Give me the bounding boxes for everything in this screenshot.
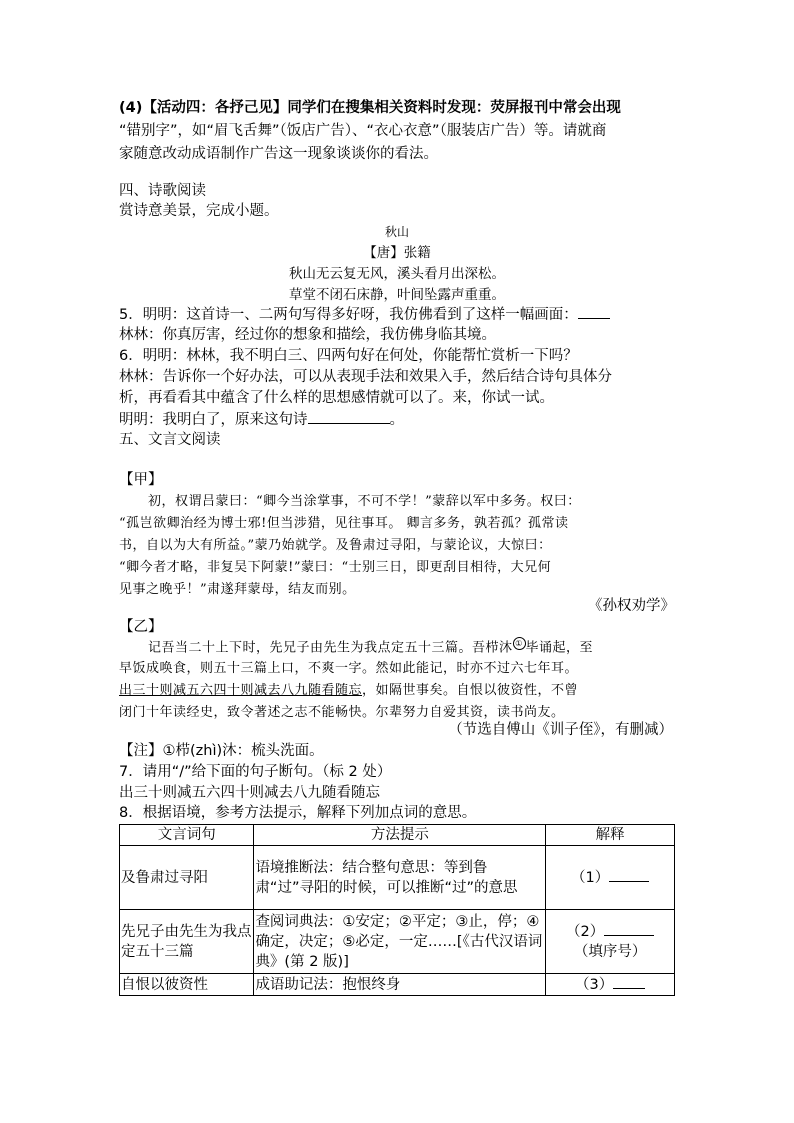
table-header: 解释 xyxy=(546,825,675,846)
answer-cell xyxy=(546,974,675,996)
hint-cell: 查阅词典法：①安定；②平定；③止，停；④确定，决定；⑤必定，一定……[《古代汉语词典》(第 2 版)] xyxy=(254,910,546,974)
jia-line-1: 初，权谓吕蒙曰：“卿今当涂掌事，不可不学！”蒙辞以军中多务。权曰： xyxy=(148,494,581,509)
answer-note: （填序号） xyxy=(573,944,647,960)
q6-line-4-suffix: 。 xyxy=(389,412,404,428)
phrase-cell: 自恨以彼资性 xyxy=(120,974,254,996)
answer-label: （1） xyxy=(571,870,610,886)
yi-line-1a: 记吾当二十上下时，先兄子由先生为我点定五十三篇。吾栉沐 xyxy=(148,640,513,656)
table-row xyxy=(120,910,675,974)
jia-line-4: “卿今者才略，非复吴下阿蒙!”蒙曰：“士别三日，即更刮目相待，大兄何 xyxy=(119,560,552,575)
answer-cell xyxy=(546,910,675,974)
section-4-instruction: 赏诗意美景，完成小题。 xyxy=(119,203,279,219)
q6-answer-blank[interactable] xyxy=(308,409,390,424)
q8-table xyxy=(119,824,675,996)
q6-line-1: 6．明明：林林，我不明白三、四两句好在何处，你能帮忙赏析一下吗？ xyxy=(119,348,578,364)
hint-cell: 语境推断法：结合整句意思：等到鲁肃“过”寻阳的时候，可以推断“过”的意思 xyxy=(254,846,546,910)
q5-line-2: 林林：你真厉害，经过你的想象和描绘，我仿佛身临其境。 xyxy=(119,327,496,343)
table-header: 文言词句 xyxy=(120,825,254,846)
q6-line-4 xyxy=(119,409,404,430)
q4-line-3: 家随意改动成语制作广告这一现象谈谈你的看法。 xyxy=(119,146,438,162)
phrase-cell: 先兄子由先生为我点定五十三篇 xyxy=(120,910,254,974)
jia-label: 【甲】 xyxy=(119,472,163,488)
q5-line-1 xyxy=(119,304,610,325)
yi-line-3 xyxy=(119,681,578,701)
yi-line-1 xyxy=(148,637,593,658)
q5-line-1-text: 5．明明：这首诗一、二两句写得多好呀，我仿佛看到了这样一幅画面： xyxy=(119,307,578,323)
yi-source: （节选自傅山《训子侄》，有删减） xyxy=(448,722,673,738)
yi-underlined-sentence: 出三十则减五六四十则减去八九随看随忘 xyxy=(119,683,363,698)
answer-blank[interactable] xyxy=(609,867,649,882)
q7-sentence: 出三十则减五六四十则减去八九随看随忘 xyxy=(119,785,380,801)
yi-line-4: 闭门十年读经史，致令著述之志不能畅快。尔辈努力自爱其资，读书尚友。 xyxy=(119,705,565,720)
answer-label: （3） xyxy=(575,977,614,993)
yi-line-2: 早饭成唤食，则五十三篇上口，不爽一字。然如此能记，时亦不过六七年耳。 xyxy=(119,661,579,676)
yi-line-3-rest: ，如隔世事矣。自恨以彼资性，不曾 xyxy=(362,683,579,698)
q4-line-1-text: (4)【活动四：各抒己见】同学们在搜集相关资料时发现：荧屏报刊中常会出现 xyxy=(119,100,621,116)
poem-author: 【唐】张籍 xyxy=(363,245,431,261)
q6-line-3: 析，再看看其中蕴含了什么样的思想感情就可以了。来，你试一试。 xyxy=(119,390,554,406)
section-4-title: 四、诗歌阅读 xyxy=(119,183,206,199)
table-row xyxy=(120,974,675,996)
q4-line-1 xyxy=(119,98,621,118)
yi-line-1b: 毕诵起，至 xyxy=(525,640,594,656)
q6-line-4-prefix: 明明：我明白了，原来这句诗 xyxy=(119,412,308,428)
poem-line-1: 秋山无云复无风，溪头看月出深松。 xyxy=(289,266,505,282)
jia-line-2: “孤岂欲卿治经为博士邪!但当涉猎，见往事耳。 卿言多务，孰若孤？孤常读 xyxy=(119,516,569,531)
answer-cell xyxy=(546,846,675,910)
q8-line-1: 8．根据语境，参考方法提示，解释下列加点词的意思。 xyxy=(119,805,477,821)
answer-blank[interactable] xyxy=(604,921,654,936)
yi-label: 【乙】 xyxy=(119,619,163,635)
hint-cell: 成语助记法：抱恨终身 xyxy=(254,974,546,996)
table-header-row xyxy=(120,825,675,846)
note-marker: ① xyxy=(513,637,526,650)
q7-line-1: 7．请用“/”给下面的句子断句。（标 2 处） xyxy=(119,764,392,780)
section-5-title: 五、文言文阅读 xyxy=(119,432,221,448)
q6-line-2: 林林：告诉你一个好办法，可以从表现手法和效果入手，然后结合诗句具体分 xyxy=(119,369,612,385)
answer-label: （2） xyxy=(566,924,605,940)
annotation-note: 【注】①栉(zhì)沐：梳头洗面。 xyxy=(119,743,324,759)
poem-line-2: 草堂不闭石床静，叶间坠露声重重。 xyxy=(289,287,505,303)
jia-line-3: 书，自以为大有所益。”蒙乃始就学。及鲁肃过寻阳，与蒙论议，大惊曰： xyxy=(119,538,552,553)
table-row xyxy=(120,846,675,910)
q4-line-2: “错别字”，如“眉飞舌舞”（饭店广告）、“衣心衣意”（服装店广告）等。请就商 xyxy=(119,123,607,139)
jia-line-5: 见事之晚乎！”肃遂拜蒙母，结友而别。 xyxy=(119,582,356,597)
table-header: 方法提示 xyxy=(254,825,546,846)
phrase-cell: 及鲁肃过寻阳 xyxy=(120,846,254,910)
q5-answer-blank[interactable] xyxy=(578,304,610,319)
jia-source: 《孙权劝学》 xyxy=(588,598,675,614)
answer-blank[interactable] xyxy=(613,974,645,989)
poem-title: 秋山 xyxy=(384,225,409,239)
